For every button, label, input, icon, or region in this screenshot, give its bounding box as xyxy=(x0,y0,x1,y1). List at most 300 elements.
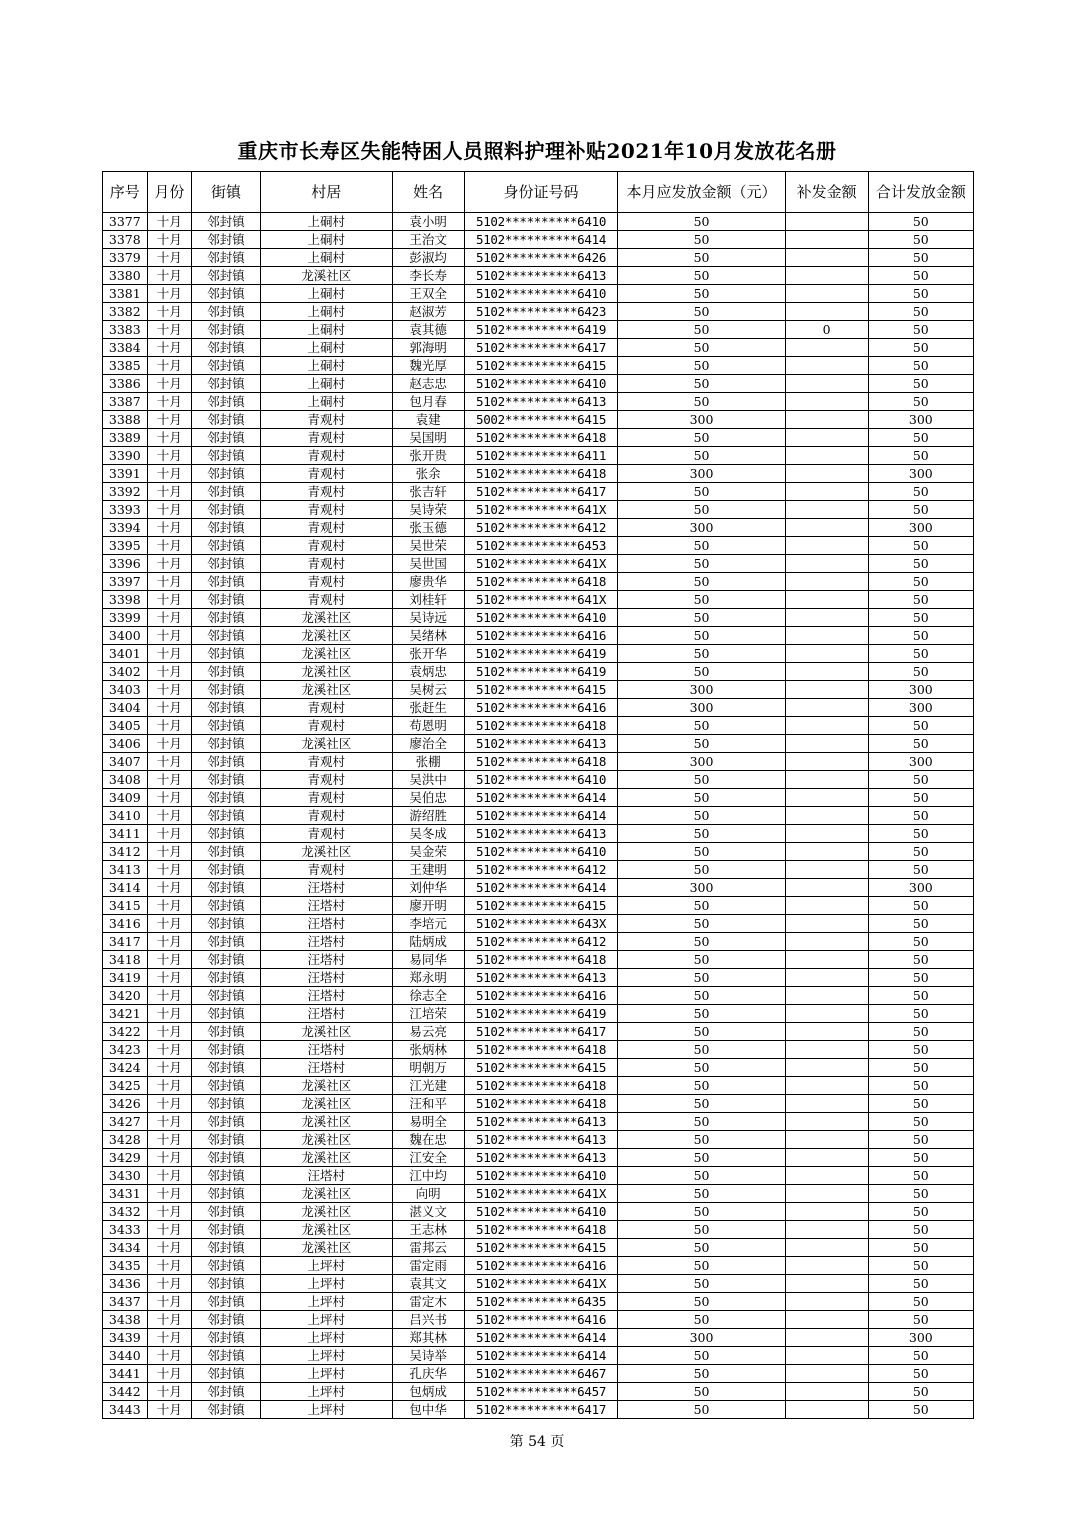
cell-amount-due: 50 xyxy=(618,1383,785,1401)
cell-town: 邻封镇 xyxy=(192,1167,261,1185)
cell-village: 汪塔村 xyxy=(260,1059,392,1077)
cell-amount-due: 50 xyxy=(618,897,785,915)
cell-seq: 3425 xyxy=(103,1077,148,1095)
cell-month: 十月 xyxy=(147,1221,192,1239)
cell-total: 50 xyxy=(868,1239,973,1257)
table-row xyxy=(103,519,974,537)
cell-amount-due: 50 xyxy=(618,1023,785,1041)
cell-name: 明朝万 xyxy=(392,1059,464,1077)
cell-seq: 3389 xyxy=(103,429,148,447)
cell-seq: 3397 xyxy=(103,573,148,591)
cell-town: 邻封镇 xyxy=(192,1347,261,1365)
table-row xyxy=(103,663,974,681)
cell-total: 50 xyxy=(868,501,973,519)
cell-month: 十月 xyxy=(147,879,192,897)
cell-village: 龙溪社区 xyxy=(260,1149,392,1167)
cell-supplement xyxy=(785,879,868,897)
cell-id-number: 5102**********6411 xyxy=(464,447,618,465)
cell-amount-due: 50 xyxy=(618,1275,785,1293)
cell-id-number: 5102**********6418 xyxy=(464,717,618,735)
cell-amount-due: 50 xyxy=(618,933,785,951)
cell-id-number: 5102**********6410 xyxy=(464,609,618,627)
cell-town: 邻封镇 xyxy=(192,1059,261,1077)
cell-month: 十月 xyxy=(147,1329,192,1347)
table-row xyxy=(103,627,974,645)
header-row xyxy=(103,172,974,213)
cell-town: 邻封镇 xyxy=(192,825,261,843)
cell-total: 50 xyxy=(868,573,973,591)
cell-total: 50 xyxy=(868,321,973,339)
table-row xyxy=(103,1059,974,1077)
cell-seq: 3442 xyxy=(103,1383,148,1401)
cell-seq: 3395 xyxy=(103,537,148,555)
cell-supplement xyxy=(785,915,868,933)
cell-id-number: 5102**********6416 xyxy=(464,699,618,717)
cell-town: 邻封镇 xyxy=(192,1005,261,1023)
cell-seq: 3393 xyxy=(103,501,148,519)
cell-id-number: 5102**********6416 xyxy=(464,627,618,645)
cell-id-number: 5102**********6426 xyxy=(464,249,618,267)
cell-supplement xyxy=(785,267,868,285)
cell-month: 十月 xyxy=(147,249,192,267)
cell-total: 50 xyxy=(868,1311,973,1329)
cell-supplement xyxy=(785,213,868,231)
cell-name: 张余 xyxy=(392,465,464,483)
cell-total: 50 xyxy=(868,537,973,555)
cell-supplement xyxy=(785,393,868,411)
cell-amount-due: 50 xyxy=(618,843,785,861)
cell-supplement xyxy=(785,573,868,591)
cell-name: 袁其文 xyxy=(392,1275,464,1293)
cell-month: 十月 xyxy=(147,1005,192,1023)
cell-id-number: 5102**********6419 xyxy=(464,1005,618,1023)
table-row xyxy=(103,915,974,933)
cell-name: 江安全 xyxy=(392,1149,464,1167)
cell-name: 包炳成 xyxy=(392,1383,464,1401)
cell-total: 50 xyxy=(868,1059,973,1077)
cell-town: 邻封镇 xyxy=(192,1221,261,1239)
cell-village: 青观村 xyxy=(260,789,392,807)
cell-id-number: 5102**********6413 xyxy=(464,1149,618,1167)
cell-village: 上硐村 xyxy=(260,375,392,393)
cell-name: 李长寿 xyxy=(392,267,464,285)
cell-total: 50 xyxy=(868,663,973,681)
cell-total: 50 xyxy=(868,1113,973,1131)
cell-seq: 3414 xyxy=(103,879,148,897)
cell-village: 上硐村 xyxy=(260,321,392,339)
cell-village: 龙溪社区 xyxy=(260,681,392,699)
cell-town: 邻封镇 xyxy=(192,447,261,465)
cell-village: 上坪村 xyxy=(260,1257,392,1275)
cell-supplement xyxy=(785,861,868,879)
cell-village: 青观村 xyxy=(260,771,392,789)
cell-total: 50 xyxy=(868,483,973,501)
cell-supplement xyxy=(785,933,868,951)
cell-name: 王建明 xyxy=(392,861,464,879)
cell-seq: 3407 xyxy=(103,753,148,771)
cell-village: 龙溪社区 xyxy=(260,645,392,663)
cell-village: 青观村 xyxy=(260,591,392,609)
cell-month: 十月 xyxy=(147,285,192,303)
cell-amount-due: 50 xyxy=(618,1131,785,1149)
cell-month: 十月 xyxy=(147,267,192,285)
cell-month: 十月 xyxy=(147,483,192,501)
cell-name: 雷定雨 xyxy=(392,1257,464,1275)
cell-town: 邻封镇 xyxy=(192,231,261,249)
cell-id-number: 5102**********6417 xyxy=(464,1023,618,1041)
cell-town: 邻封镇 xyxy=(192,843,261,861)
cell-name: 吴冬成 xyxy=(392,825,464,843)
cell-name: 袁其德 xyxy=(392,321,464,339)
cell-month: 十月 xyxy=(147,1131,192,1149)
cell-total: 50 xyxy=(868,1257,973,1275)
cell-amount-due: 50 xyxy=(618,303,785,321)
table-row xyxy=(103,447,974,465)
cell-seq: 3399 xyxy=(103,609,148,627)
cell-id-number: 5102**********6418 xyxy=(464,1095,618,1113)
cell-supplement xyxy=(785,771,868,789)
cell-amount-due: 300 xyxy=(618,411,785,429)
cell-total: 50 xyxy=(868,609,973,627)
cell-village: 龙溪社区 xyxy=(260,267,392,285)
cell-seq: 3398 xyxy=(103,591,148,609)
table-row xyxy=(103,951,974,969)
cell-seq: 3420 xyxy=(103,987,148,1005)
cell-month: 十月 xyxy=(147,951,192,969)
cell-supplement xyxy=(785,249,868,267)
cell-seq: 3421 xyxy=(103,1005,148,1023)
cell-name: 吴金荣 xyxy=(392,843,464,861)
cell-amount-due: 50 xyxy=(618,771,785,789)
cell-supplement xyxy=(785,231,868,249)
cell-amount-due: 50 xyxy=(618,339,785,357)
cell-supplement xyxy=(785,339,868,357)
cell-id-number: 5102**********6418 xyxy=(464,1221,618,1239)
cell-supplement xyxy=(785,411,868,429)
cell-id-number: 5102**********6412 xyxy=(464,519,618,537)
table-row xyxy=(103,339,974,357)
cell-total: 50 xyxy=(868,1005,973,1023)
cell-id-number: 5102**********6413 xyxy=(464,735,618,753)
cell-id-number: 5102**********6412 xyxy=(464,861,618,879)
cell-seq: 3441 xyxy=(103,1365,148,1383)
cell-town: 邻封镇 xyxy=(192,1095,261,1113)
table-row xyxy=(103,1347,974,1365)
cell-id-number: 5102**********6435 xyxy=(464,1293,618,1311)
cell-seq: 3383 xyxy=(103,321,148,339)
cell-seq: 3378 xyxy=(103,231,148,249)
cell-amount-due: 50 xyxy=(618,1059,785,1077)
cell-amount-due: 50 xyxy=(618,1293,785,1311)
cell-village: 青观村 xyxy=(260,537,392,555)
cell-month: 十月 xyxy=(147,321,192,339)
cell-total: 50 xyxy=(868,1347,973,1365)
table-row xyxy=(103,645,974,663)
cell-name: 张吉轩 xyxy=(392,483,464,501)
cell-amount-due: 300 xyxy=(618,519,785,537)
roster-table xyxy=(102,171,974,1419)
cell-id-number: 5102**********6413 xyxy=(464,1131,618,1149)
cell-total: 50 xyxy=(868,1131,973,1149)
cell-total: 50 xyxy=(868,627,973,645)
cell-village: 龙溪社区 xyxy=(260,735,392,753)
cell-name: 袁小明 xyxy=(392,213,464,231)
cell-supplement xyxy=(785,789,868,807)
cell-amount-due: 50 xyxy=(618,537,785,555)
cell-town: 邻封镇 xyxy=(192,537,261,555)
cell-village: 龙溪社区 xyxy=(260,1023,392,1041)
cell-town: 邻封镇 xyxy=(192,1383,261,1401)
cell-name: 游绍胜 xyxy=(392,807,464,825)
cell-amount-due: 50 xyxy=(618,645,785,663)
cell-village: 上坪村 xyxy=(260,1311,392,1329)
cell-village: 汪塔村 xyxy=(260,879,392,897)
cell-seq: 3424 xyxy=(103,1059,148,1077)
cell-supplement xyxy=(785,645,868,663)
cell-month: 十月 xyxy=(147,771,192,789)
cell-supplement xyxy=(785,951,868,969)
cell-seq: 3430 xyxy=(103,1167,148,1185)
cell-supplement xyxy=(785,807,868,825)
table-row xyxy=(103,267,974,285)
cell-amount-due: 50 xyxy=(618,825,785,843)
cell-supplement xyxy=(785,1329,868,1347)
cell-village: 龙溪社区 xyxy=(260,1203,392,1221)
cell-village: 汪塔村 xyxy=(260,897,392,915)
cell-id-number: 5102**********6416 xyxy=(464,987,618,1005)
cell-supplement xyxy=(785,1095,868,1113)
cell-town: 邻封镇 xyxy=(192,1275,261,1293)
cell-amount-due: 50 xyxy=(618,915,785,933)
cell-name: 吴洪中 xyxy=(392,771,464,789)
cell-name: 王志林 xyxy=(392,1221,464,1239)
cell-total: 50 xyxy=(868,789,973,807)
cell-seq: 3385 xyxy=(103,357,148,375)
cell-town: 邻封镇 xyxy=(192,357,261,375)
cell-seq: 3409 xyxy=(103,789,148,807)
cell-id-number: 5102**********6413 xyxy=(464,267,618,285)
table-row xyxy=(103,249,974,267)
cell-village: 汪塔村 xyxy=(260,1041,392,1059)
cell-id-number: 5102**********6453 xyxy=(464,537,618,555)
cell-month: 十月 xyxy=(147,1113,192,1131)
cell-name: 吴树云 xyxy=(392,681,464,699)
cell-total: 50 xyxy=(868,303,973,321)
cell-name: 刘桂轩 xyxy=(392,591,464,609)
cell-amount-due: 50 xyxy=(618,1401,785,1419)
cell-name: 吕兴书 xyxy=(392,1311,464,1329)
cell-seq: 3436 xyxy=(103,1275,148,1293)
cell-name: 王治文 xyxy=(392,231,464,249)
cell-name: 廖治全 xyxy=(392,735,464,753)
table-row xyxy=(103,1239,974,1257)
cell-seq: 3392 xyxy=(103,483,148,501)
cell-supplement xyxy=(785,447,868,465)
cell-seq: 3411 xyxy=(103,825,148,843)
cell-seq: 3406 xyxy=(103,735,148,753)
cell-town: 邻封镇 xyxy=(192,303,261,321)
cell-name: 张玉德 xyxy=(392,519,464,537)
cell-seq: 3438 xyxy=(103,1311,148,1329)
cell-total: 50 xyxy=(868,933,973,951)
table-row xyxy=(103,843,974,861)
cell-amount-due: 50 xyxy=(618,1221,785,1239)
cell-village: 上坪村 xyxy=(260,1347,392,1365)
cell-seq: 3426 xyxy=(103,1095,148,1113)
cell-seq: 3435 xyxy=(103,1257,148,1275)
cell-amount-due: 50 xyxy=(618,1113,785,1131)
cell-village: 青观村 xyxy=(260,465,392,483)
cell-name: 孔庆华 xyxy=(392,1365,464,1383)
cell-total: 300 xyxy=(868,699,973,717)
cell-seq: 3400 xyxy=(103,627,148,645)
cell-amount-due: 300 xyxy=(618,465,785,483)
cell-name: 郑永明 xyxy=(392,969,464,987)
cell-seq: 3390 xyxy=(103,447,148,465)
cell-town: 邻封镇 xyxy=(192,861,261,879)
cell-supplement xyxy=(785,1113,868,1131)
cell-supplement xyxy=(785,303,868,321)
cell-total: 50 xyxy=(868,1041,973,1059)
table-row xyxy=(103,753,974,771)
cell-month: 十月 xyxy=(147,969,192,987)
table-row xyxy=(103,879,974,897)
cell-village: 青观村 xyxy=(260,807,392,825)
cell-id-number: 5102**********6418 xyxy=(464,951,618,969)
cell-seq: 3382 xyxy=(103,303,148,321)
cell-town: 邻封镇 xyxy=(192,285,261,303)
cell-name: 王双全 xyxy=(392,285,464,303)
cell-town: 邻封镇 xyxy=(192,627,261,645)
cell-seq: 3408 xyxy=(103,771,148,789)
cell-supplement xyxy=(785,1275,868,1293)
cell-seq: 3396 xyxy=(103,555,148,573)
table-row xyxy=(103,1185,974,1203)
cell-village: 龙溪社区 xyxy=(260,1095,392,1113)
cell-supplement xyxy=(785,663,868,681)
cell-amount-due: 50 xyxy=(618,1347,785,1365)
cell-id-number: 5102**********6418 xyxy=(464,465,618,483)
cell-month: 十月 xyxy=(147,987,192,1005)
cell-id-number: 5102**********6414 xyxy=(464,1329,618,1347)
table-row xyxy=(103,1149,974,1167)
cell-seq: 3388 xyxy=(103,411,148,429)
cell-name: 向明 xyxy=(392,1185,464,1203)
cell-supplement xyxy=(785,609,868,627)
cell-amount-due: 50 xyxy=(618,1095,785,1113)
table-row xyxy=(103,1167,974,1185)
table-row xyxy=(103,771,974,789)
cell-id-number: 5102**********6416 xyxy=(464,1311,618,1329)
cell-village: 龙溪社区 xyxy=(260,1221,392,1239)
header-village: 村居 xyxy=(260,172,392,213)
cell-month: 十月 xyxy=(147,1365,192,1383)
cell-amount-due: 50 xyxy=(618,1365,785,1383)
cell-total: 50 xyxy=(868,825,973,843)
cell-month: 十月 xyxy=(147,465,192,483)
cell-village: 上硐村 xyxy=(260,339,392,357)
cell-supplement xyxy=(785,1131,868,1149)
cell-supplement: 0 xyxy=(785,321,868,339)
cell-name: 魏光厚 xyxy=(392,357,464,375)
cell-total: 300 xyxy=(868,753,973,771)
cell-amount-due: 50 xyxy=(618,735,785,753)
cell-town: 邻封镇 xyxy=(192,771,261,789)
table-row xyxy=(103,1095,974,1113)
page-number: 第 54 页 xyxy=(509,1434,565,1450)
cell-id-number: 5102**********6412 xyxy=(464,933,618,951)
cell-id-number: 5102**********6418 xyxy=(464,429,618,447)
cell-id-number: 5102**********6419 xyxy=(464,663,618,681)
cell-town: 邻封镇 xyxy=(192,1041,261,1059)
cell-village: 上坪村 xyxy=(260,1275,392,1293)
table-row xyxy=(103,1365,974,1383)
cell-amount-due: 50 xyxy=(618,285,785,303)
cell-supplement xyxy=(785,753,868,771)
cell-total: 50 xyxy=(868,267,973,285)
cell-id-number: 5102**********6413 xyxy=(464,393,618,411)
cell-name: 吴世国 xyxy=(392,555,464,573)
cell-town: 邻封镇 xyxy=(192,1365,261,1383)
cell-total: 50 xyxy=(868,1293,973,1311)
cell-total: 50 xyxy=(868,1095,973,1113)
cell-amount-due: 50 xyxy=(618,213,785,231)
cell-month: 十月 xyxy=(147,645,192,663)
cell-id-number: 5102**********6418 xyxy=(464,1077,618,1095)
cell-month: 十月 xyxy=(147,1293,192,1311)
cell-month: 十月 xyxy=(147,699,192,717)
cell-village: 龙溪社区 xyxy=(260,627,392,645)
cell-name: 包月春 xyxy=(392,393,464,411)
cell-total: 50 xyxy=(868,357,973,375)
cell-seq: 3387 xyxy=(103,393,148,411)
cell-town: 邻封镇 xyxy=(192,1203,261,1221)
cell-total: 50 xyxy=(868,915,973,933)
cell-id-number: 5102**********6415 xyxy=(464,357,618,375)
cell-month: 十月 xyxy=(147,807,192,825)
cell-month: 十月 xyxy=(147,411,192,429)
cell-seq: 3401 xyxy=(103,645,148,663)
cell-name: 魏在忠 xyxy=(392,1131,464,1149)
table-row xyxy=(103,1023,974,1041)
cell-total: 50 xyxy=(868,1077,973,1095)
cell-name: 陆炳成 xyxy=(392,933,464,951)
cell-name: 袁建 xyxy=(392,411,464,429)
cell-town: 邻封镇 xyxy=(192,753,261,771)
cell-month: 十月 xyxy=(147,375,192,393)
cell-amount-due: 300 xyxy=(618,879,785,897)
cell-month: 十月 xyxy=(147,1077,192,1095)
cell-town: 邻封镇 xyxy=(192,213,261,231)
cell-amount-due: 50 xyxy=(618,1167,785,1185)
cell-id-number: 5102**********6410 xyxy=(464,843,618,861)
cell-village: 青观村 xyxy=(260,699,392,717)
cell-seq: 3432 xyxy=(103,1203,148,1221)
cell-seq: 3412 xyxy=(103,843,148,861)
cell-amount-due: 50 xyxy=(618,1239,785,1257)
cell-supplement xyxy=(785,1257,868,1275)
cell-month: 十月 xyxy=(147,1167,192,1185)
cell-total: 50 xyxy=(868,987,973,1005)
cell-month: 十月 xyxy=(147,681,192,699)
cell-month: 十月 xyxy=(147,1275,192,1293)
cell-amount-due: 50 xyxy=(618,267,785,285)
cell-town: 邻封镇 xyxy=(192,1185,261,1203)
cell-id-number: 5102**********641X xyxy=(464,501,618,519)
cell-village: 上硐村 xyxy=(260,249,392,267)
cell-month: 十月 xyxy=(147,555,192,573)
cell-amount-due: 50 xyxy=(618,1203,785,1221)
